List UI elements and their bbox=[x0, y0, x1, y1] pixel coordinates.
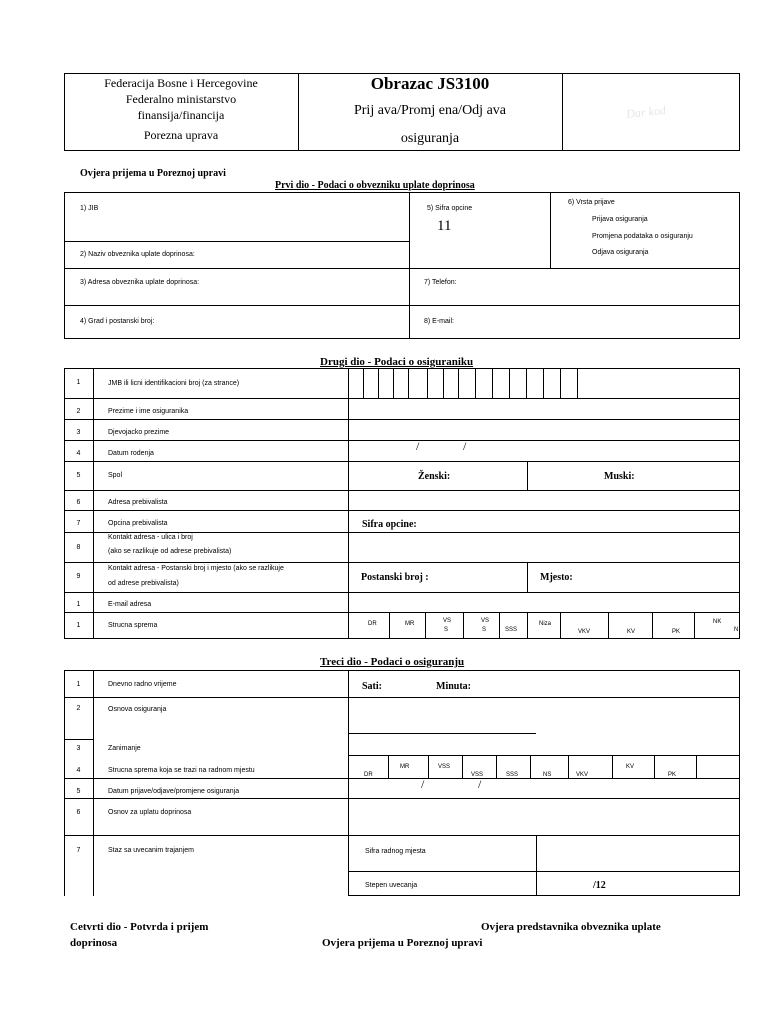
row-number: 4 bbox=[76, 767, 81, 774]
row-number: 1 bbox=[76, 379, 81, 386]
row-label: Staz sa uvecanim trajanjem bbox=[108, 847, 194, 854]
part2-num-divider bbox=[93, 368, 94, 639]
jmb-digit-divider bbox=[363, 368, 364, 398]
sprema-option[interactable]: DR bbox=[368, 621, 377, 627]
jmb-digit-divider bbox=[458, 368, 459, 398]
sprema-divider bbox=[560, 612, 561, 639]
row-number: 4 bbox=[76, 450, 81, 457]
sprema-option[interactable]: MR bbox=[405, 621, 415, 627]
sprema-divider bbox=[425, 612, 426, 639]
sprema-divider bbox=[428, 755, 429, 778]
row-number: 9 bbox=[76, 573, 81, 580]
vrsta-option[interactable]: Odjava osiguranja bbox=[592, 249, 649, 256]
sprema-option[interactable]: PK bbox=[668, 772, 677, 778]
jmb-digit-divider bbox=[378, 368, 379, 398]
stepen-uvecanja-value: /12 bbox=[593, 880, 606, 891]
part2-row-divider bbox=[64, 612, 740, 613]
row-number: 1 bbox=[76, 601, 81, 608]
row-label: Adresa prebivalista bbox=[108, 499, 168, 506]
part2-row-divider bbox=[64, 510, 740, 511]
vrsta-prijave-label: 6) Vrsta prijave bbox=[568, 199, 615, 206]
part1-divider bbox=[64, 241, 410, 242]
sprema-divider bbox=[388, 755, 389, 778]
sprema-divider bbox=[694, 612, 695, 639]
sprema-option[interactable]: VSS bbox=[438, 764, 451, 770]
vrsta-option[interactable]: Promjena podataka o osiguranju bbox=[592, 233, 693, 240]
row-number: 7 bbox=[76, 520, 81, 527]
part3-row-divider bbox=[348, 755, 740, 756]
sprema-divider bbox=[389, 612, 390, 639]
jmb-digit-divider bbox=[492, 368, 493, 398]
date-separator: / bbox=[421, 777, 425, 791]
form-subtitle: Prij ava/Promj ena/Odj ava bbox=[353, 103, 507, 118]
sifra-radnog-mjesta-label: Sifra radnog mjesta bbox=[365, 848, 426, 855]
row-label: Zanimanje bbox=[108, 745, 141, 752]
sprema-option[interactable]: VSS bbox=[471, 772, 484, 778]
sprema-option[interactable]: S bbox=[444, 627, 449, 633]
row-label: Kontakt adresa - Postanski broj i mjesto (ako se razlikuje bbox=[108, 565, 284, 572]
form-title: Obrazac JS3100 bbox=[370, 74, 490, 93]
sprema-divider bbox=[499, 612, 500, 639]
zenski-label[interactable]: Ženski: bbox=[418, 471, 451, 482]
part3-border-right bbox=[739, 670, 740, 896]
cetvrti-dio-title: doprinosa bbox=[70, 937, 118, 949]
sprema-option[interactable]: NS bbox=[543, 772, 552, 778]
part2-label-divider bbox=[348, 368, 349, 639]
sprema-divider bbox=[654, 755, 655, 778]
row-label: E-mail adresa bbox=[108, 601, 152, 608]
row-number: 5 bbox=[76, 788, 81, 795]
sprema-option[interactable]: MR bbox=[400, 764, 410, 770]
sprema-option[interactable]: SSS bbox=[505, 627, 518, 633]
sprema-option[interactable]: VKV bbox=[578, 629, 591, 635]
form-subtitle: osiguranja bbox=[400, 131, 460, 146]
sprema-divider bbox=[496, 755, 497, 778]
cetvrti-dio-title: Cetvrti dio - Potvrda i prijem bbox=[70, 921, 209, 933]
part2-row-divider bbox=[64, 490, 740, 491]
telefon-label: 7) Telefon: bbox=[424, 279, 457, 286]
part3-row-divider bbox=[348, 871, 740, 872]
part2-title: Drugi dio - Podaci o osiguraniku bbox=[320, 356, 474, 368]
authority-line: finansija/financija bbox=[137, 108, 225, 122]
barcode-stamp: Dar kod bbox=[625, 102, 667, 122]
part2-row-divider bbox=[64, 562, 740, 563]
email-label: 8) E-mail: bbox=[424, 318, 454, 325]
header-divider bbox=[298, 73, 299, 151]
row-label: Kontakt adresa - ulica i broj bbox=[108, 534, 193, 541]
part3-row-divider bbox=[64, 798, 740, 799]
row-number: 1 bbox=[76, 622, 81, 629]
sprema-option[interactable]: PK bbox=[672, 629, 681, 635]
minuta-field[interactable]: Minuta: bbox=[436, 681, 471, 692]
stepen-uvecanja-label: Stepen uvecanja bbox=[365, 882, 418, 889]
part1-divider bbox=[64, 268, 740, 269]
row-label: Prezime i ime osiguranika bbox=[108, 408, 189, 415]
sifra-opcine-label: 5) Sifra opcine bbox=[427, 205, 473, 212]
sati-field[interactable]: Sati: bbox=[362, 681, 382, 692]
row-label: Opcina prebivalista bbox=[108, 520, 168, 527]
part1-divider bbox=[64, 305, 740, 306]
sprema-divider bbox=[608, 612, 609, 639]
row-number: 8 bbox=[76, 544, 81, 551]
sprema-option[interactable]: S bbox=[482, 627, 487, 633]
sifra-opcine-field[interactable]: Sifra opcine: bbox=[362, 519, 417, 530]
sprema-divider bbox=[530, 755, 531, 778]
sprema-option[interactable]: Niza bbox=[539, 621, 552, 627]
sprema-option[interactable]: KV bbox=[626, 764, 635, 770]
jib-label: 1) JIB bbox=[80, 205, 99, 212]
jmb-digit-divider bbox=[408, 368, 409, 398]
muski-label[interactable]: Muski: bbox=[604, 471, 635, 482]
part3-row-divider bbox=[64, 739, 93, 740]
sprema-option[interactable]: NK bbox=[713, 619, 722, 625]
jmb-digit-divider bbox=[526, 368, 527, 398]
row-number: 7 bbox=[76, 847, 81, 854]
vrsta-option[interactable]: Prijava osiguranja bbox=[592, 216, 648, 223]
part1-divider bbox=[409, 192, 410, 339]
row-label: Strucna sprema bbox=[108, 622, 158, 629]
row-label: Osnova osiguranja bbox=[108, 706, 167, 713]
part2-row-divider bbox=[64, 592, 740, 593]
sifra-opcine-value: 11 bbox=[437, 218, 452, 234]
sprema-divider bbox=[612, 755, 613, 778]
jmb-digit-divider bbox=[560, 368, 561, 398]
part3-title: Treci dio - Podaci o osiguranju bbox=[320, 656, 465, 668]
mjesto-field[interactable]: Mjesto: bbox=[540, 572, 573, 583]
row-label: Datum prijave/odjave/promjene osiguranja bbox=[108, 788, 240, 795]
part3-row-divider bbox=[64, 778, 740, 779]
sprema-divider bbox=[527, 612, 528, 639]
ovjera-prijema-top: Ovjera prijema u Poreznoj upravi bbox=[80, 168, 226, 179]
date-separator: / bbox=[478, 777, 482, 791]
jmb-digit-divider bbox=[475, 368, 476, 398]
sprema-option[interactable]: VKV bbox=[576, 772, 589, 778]
row-number: 5 bbox=[76, 472, 81, 479]
sprema-divider bbox=[696, 755, 697, 778]
row-label: Datum rodenja bbox=[108, 450, 154, 457]
sprema-option[interactable]: N bbox=[734, 627, 739, 633]
ovjera-prijema-bottom: Ovjera prijema u Poreznoj upravi bbox=[322, 937, 483, 949]
naziv-label: 2) Naziv obveznika uplate doprinosa: bbox=[80, 251, 195, 258]
jmb-digit-divider bbox=[393, 368, 394, 398]
postanski-divider bbox=[527, 562, 528, 592]
row-sublabel: od adrese prebivalista) bbox=[108, 580, 179, 587]
jmb-digit-divider bbox=[509, 368, 510, 398]
header-divider bbox=[562, 73, 563, 151]
sprema-divider bbox=[463, 612, 464, 639]
part2-row-divider bbox=[64, 461, 740, 462]
ovjera-predstavnika: Ovjera predstavnika obveznika uplate bbox=[481, 921, 661, 933]
row-number: 6 bbox=[76, 809, 81, 816]
date-separator: / bbox=[463, 439, 467, 453]
part2-row-divider bbox=[64, 419, 740, 420]
sprema-option[interactable]: VS bbox=[481, 618, 490, 624]
sprema-divider bbox=[462, 755, 463, 778]
part3-row-divider bbox=[64, 835, 740, 836]
row-label: Osnov za uplatu doprinosa bbox=[108, 809, 192, 816]
part1-divider bbox=[550, 192, 551, 268]
part1-title: Prvi dio - Podaci o obvezniku uplate doprinosa bbox=[275, 180, 475, 191]
sprema-divider bbox=[652, 612, 653, 639]
row-number: 2 bbox=[76, 705, 81, 712]
row-number: 3 bbox=[76, 745, 81, 752]
part3-num-divider bbox=[93, 670, 94, 896]
row-label: JMB ili licni identifikacioni broj (za strance) bbox=[108, 380, 240, 387]
part3-inner-divider bbox=[536, 835, 537, 895]
jmb-digit-divider bbox=[577, 368, 578, 398]
grad-label: 4) Grad i postanski broj: bbox=[80, 318, 155, 325]
jmb-digit-divider bbox=[543, 368, 544, 398]
adresa-label: 3) Adresa obveznika uplate doprinosa: bbox=[80, 279, 200, 286]
postanski-broj-field[interactable]: Postanski broj : bbox=[361, 572, 429, 583]
part2-row-divider bbox=[64, 398, 740, 399]
row-number: 2 bbox=[76, 408, 81, 415]
part3-row-divider bbox=[348, 733, 536, 734]
row-label: Spol bbox=[108, 472, 123, 479]
jmb-digit-divider bbox=[443, 368, 444, 398]
part3-label-divider bbox=[348, 670, 349, 896]
part2-row-divider bbox=[64, 440, 740, 441]
authority-line: Porezna uprava bbox=[143, 128, 219, 142]
part3-border-top bbox=[64, 670, 740, 671]
row-label: Dnevno radno vrijeme bbox=[108, 681, 177, 688]
sprema-option[interactable]: DR bbox=[364, 772, 373, 778]
row-number: 6 bbox=[76, 499, 81, 506]
authority-line: Federacija Bosne i Hercegovine bbox=[104, 76, 258, 90]
part3-row-divider bbox=[64, 697, 740, 698]
row-number: 1 bbox=[76, 681, 81, 688]
row-label: Djevojacko prezime bbox=[108, 429, 170, 436]
sprema-divider bbox=[568, 755, 569, 778]
row-sublabel: (ako se razlikuje od adrese prebivalista) bbox=[108, 548, 232, 555]
spol-divider bbox=[527, 461, 528, 490]
authority-line: Federalno ministarstvo bbox=[125, 92, 237, 106]
part3-border-bottom bbox=[348, 895, 740, 896]
sprema-option[interactable]: KV bbox=[627, 629, 636, 635]
row-label: Strucna sprema koja se trazi na radnom mjestu bbox=[108, 767, 255, 774]
sprema-option[interactable]: VS bbox=[443, 618, 452, 624]
jmb-digit-divider bbox=[427, 368, 428, 398]
date-separator: / bbox=[416, 439, 420, 453]
sprema-option[interactable]: SSS bbox=[506, 772, 519, 778]
row-number: 3 bbox=[76, 429, 81, 436]
